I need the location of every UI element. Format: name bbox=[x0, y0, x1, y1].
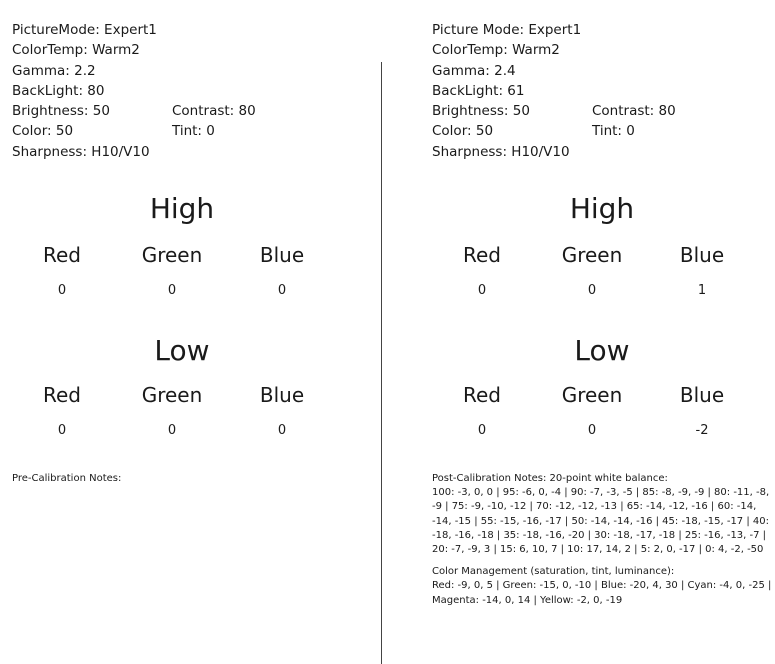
high-green-label: Green bbox=[561, 243, 623, 267]
low-heading: Low bbox=[154, 334, 210, 367]
contrast: Contrast: 80 bbox=[592, 103, 676, 120]
sharpness: Sharpness: H10/V10 bbox=[12, 143, 150, 160]
high-red-label: Red bbox=[463, 243, 501, 267]
low-heading: Low bbox=[574, 334, 630, 367]
low-green-label: Green bbox=[141, 383, 203, 407]
high-green-label: Green bbox=[141, 243, 203, 267]
column-divider bbox=[381, 62, 382, 664]
high-blue-value: 0 bbox=[277, 283, 287, 298]
low-red-value: 0 bbox=[57, 423, 67, 438]
sharpness: Sharpness: H10/V10 bbox=[432, 143, 570, 160]
gamma: Gamma: 2.2 bbox=[12, 62, 96, 79]
post-calibration-column bbox=[432, 0, 775, 664]
low-blue-label: Blue bbox=[259, 383, 305, 407]
picture-mode: PictureMode: Expert1 bbox=[12, 22, 157, 38]
high-blue-value: 1 bbox=[697, 283, 707, 298]
backlight: BackLight: 80 bbox=[12, 82, 105, 99]
pre-calibration-notes: Pre-Calibration Notes: bbox=[12, 473, 122, 484]
color-management-values: Red: -9, 0, 5 | Green: -15, 0, -10 | Blue: -20, 4, 30 | Cyan: -4, 0, -25 | Magenta: -14, 0, 14 | Yellow: -2, 0, -19 bbox=[432, 580, 772, 606]
pre-calibration-column bbox=[12, 0, 372, 664]
low-green-value: 0 bbox=[167, 423, 177, 438]
low-blue-value: -2 bbox=[695, 423, 709, 438]
low-red-label: Red bbox=[463, 383, 501, 407]
color-temp: ColorTemp: Warm2 bbox=[432, 42, 560, 59]
settings-block bbox=[12, 20, 256, 162]
gamma: Gamma: 2.4 bbox=[432, 62, 516, 79]
high-heading: High bbox=[569, 192, 635, 225]
high-red-value: 0 bbox=[477, 283, 487, 298]
white-balance-title: Post-Calibration Notes: 20-point white balance: bbox=[432, 473, 668, 484]
brightness: Brightness: 50 bbox=[432, 103, 530, 120]
high-green-value: 0 bbox=[167, 283, 177, 298]
post-calibration-notes bbox=[432, 472, 775, 616]
settings-block bbox=[432, 20, 676, 162]
low-green-label: Green bbox=[561, 383, 623, 407]
backlight: BackLight: 61 bbox=[432, 82, 525, 99]
low-red-label: Red bbox=[43, 383, 81, 407]
picture-mode: Picture Mode: Expert1 bbox=[432, 22, 582, 38]
contrast: Contrast: 80 bbox=[172, 103, 256, 120]
color: Color: 50 bbox=[12, 123, 74, 140]
color-management-title: Color Management (saturation, tint, luminance): bbox=[432, 566, 675, 578]
low-green-value: 0 bbox=[587, 423, 597, 438]
high-heading: High bbox=[149, 192, 215, 225]
color: Color: 50 bbox=[432, 123, 494, 140]
tint: Tint: 0 bbox=[172, 123, 215, 140]
white-balance-values: 100: -3, 0, 0 | 95: -6, 0, -4 | 90: -7, -3, -5 | 85: -8, -9, -9 | 80: -11, -8, -9 | 75: -9, -10, -12 | 70: -12, -12, -13 | 65: -14, -12, -16 | 60: -14, -14, -15 | 55: -15, -16, -17 | 50: -14, -14, -16 | 45: -18, -15, -17 | 40: -18, -16, -18 | 35: -18, -16, -20 | 30: -18, -17, -18 | 25: -16, -13, -7 | 20: -7, -9, 3 | 15: 6, 10, 7 | 10: 17, 14, 2 | 5: 2, 0, -17 | 0: 4, -2, -50 bbox=[432, 487, 770, 556]
high-red-value: 0 bbox=[57, 283, 67, 298]
high-blue-label: Blue bbox=[679, 243, 725, 267]
tint: Tint: 0 bbox=[592, 123, 635, 140]
high-blue-label: Blue bbox=[259, 243, 305, 267]
low-blue-value: 0 bbox=[277, 423, 287, 438]
low-red-value: 0 bbox=[477, 423, 487, 438]
brightness: Brightness: 50 bbox=[12, 103, 110, 120]
high-red-label: Red bbox=[43, 243, 81, 267]
high-green-value: 0 bbox=[587, 283, 597, 298]
color-temp: ColorTemp: Warm2 bbox=[12, 42, 140, 59]
low-blue-label: Blue bbox=[679, 383, 725, 407]
